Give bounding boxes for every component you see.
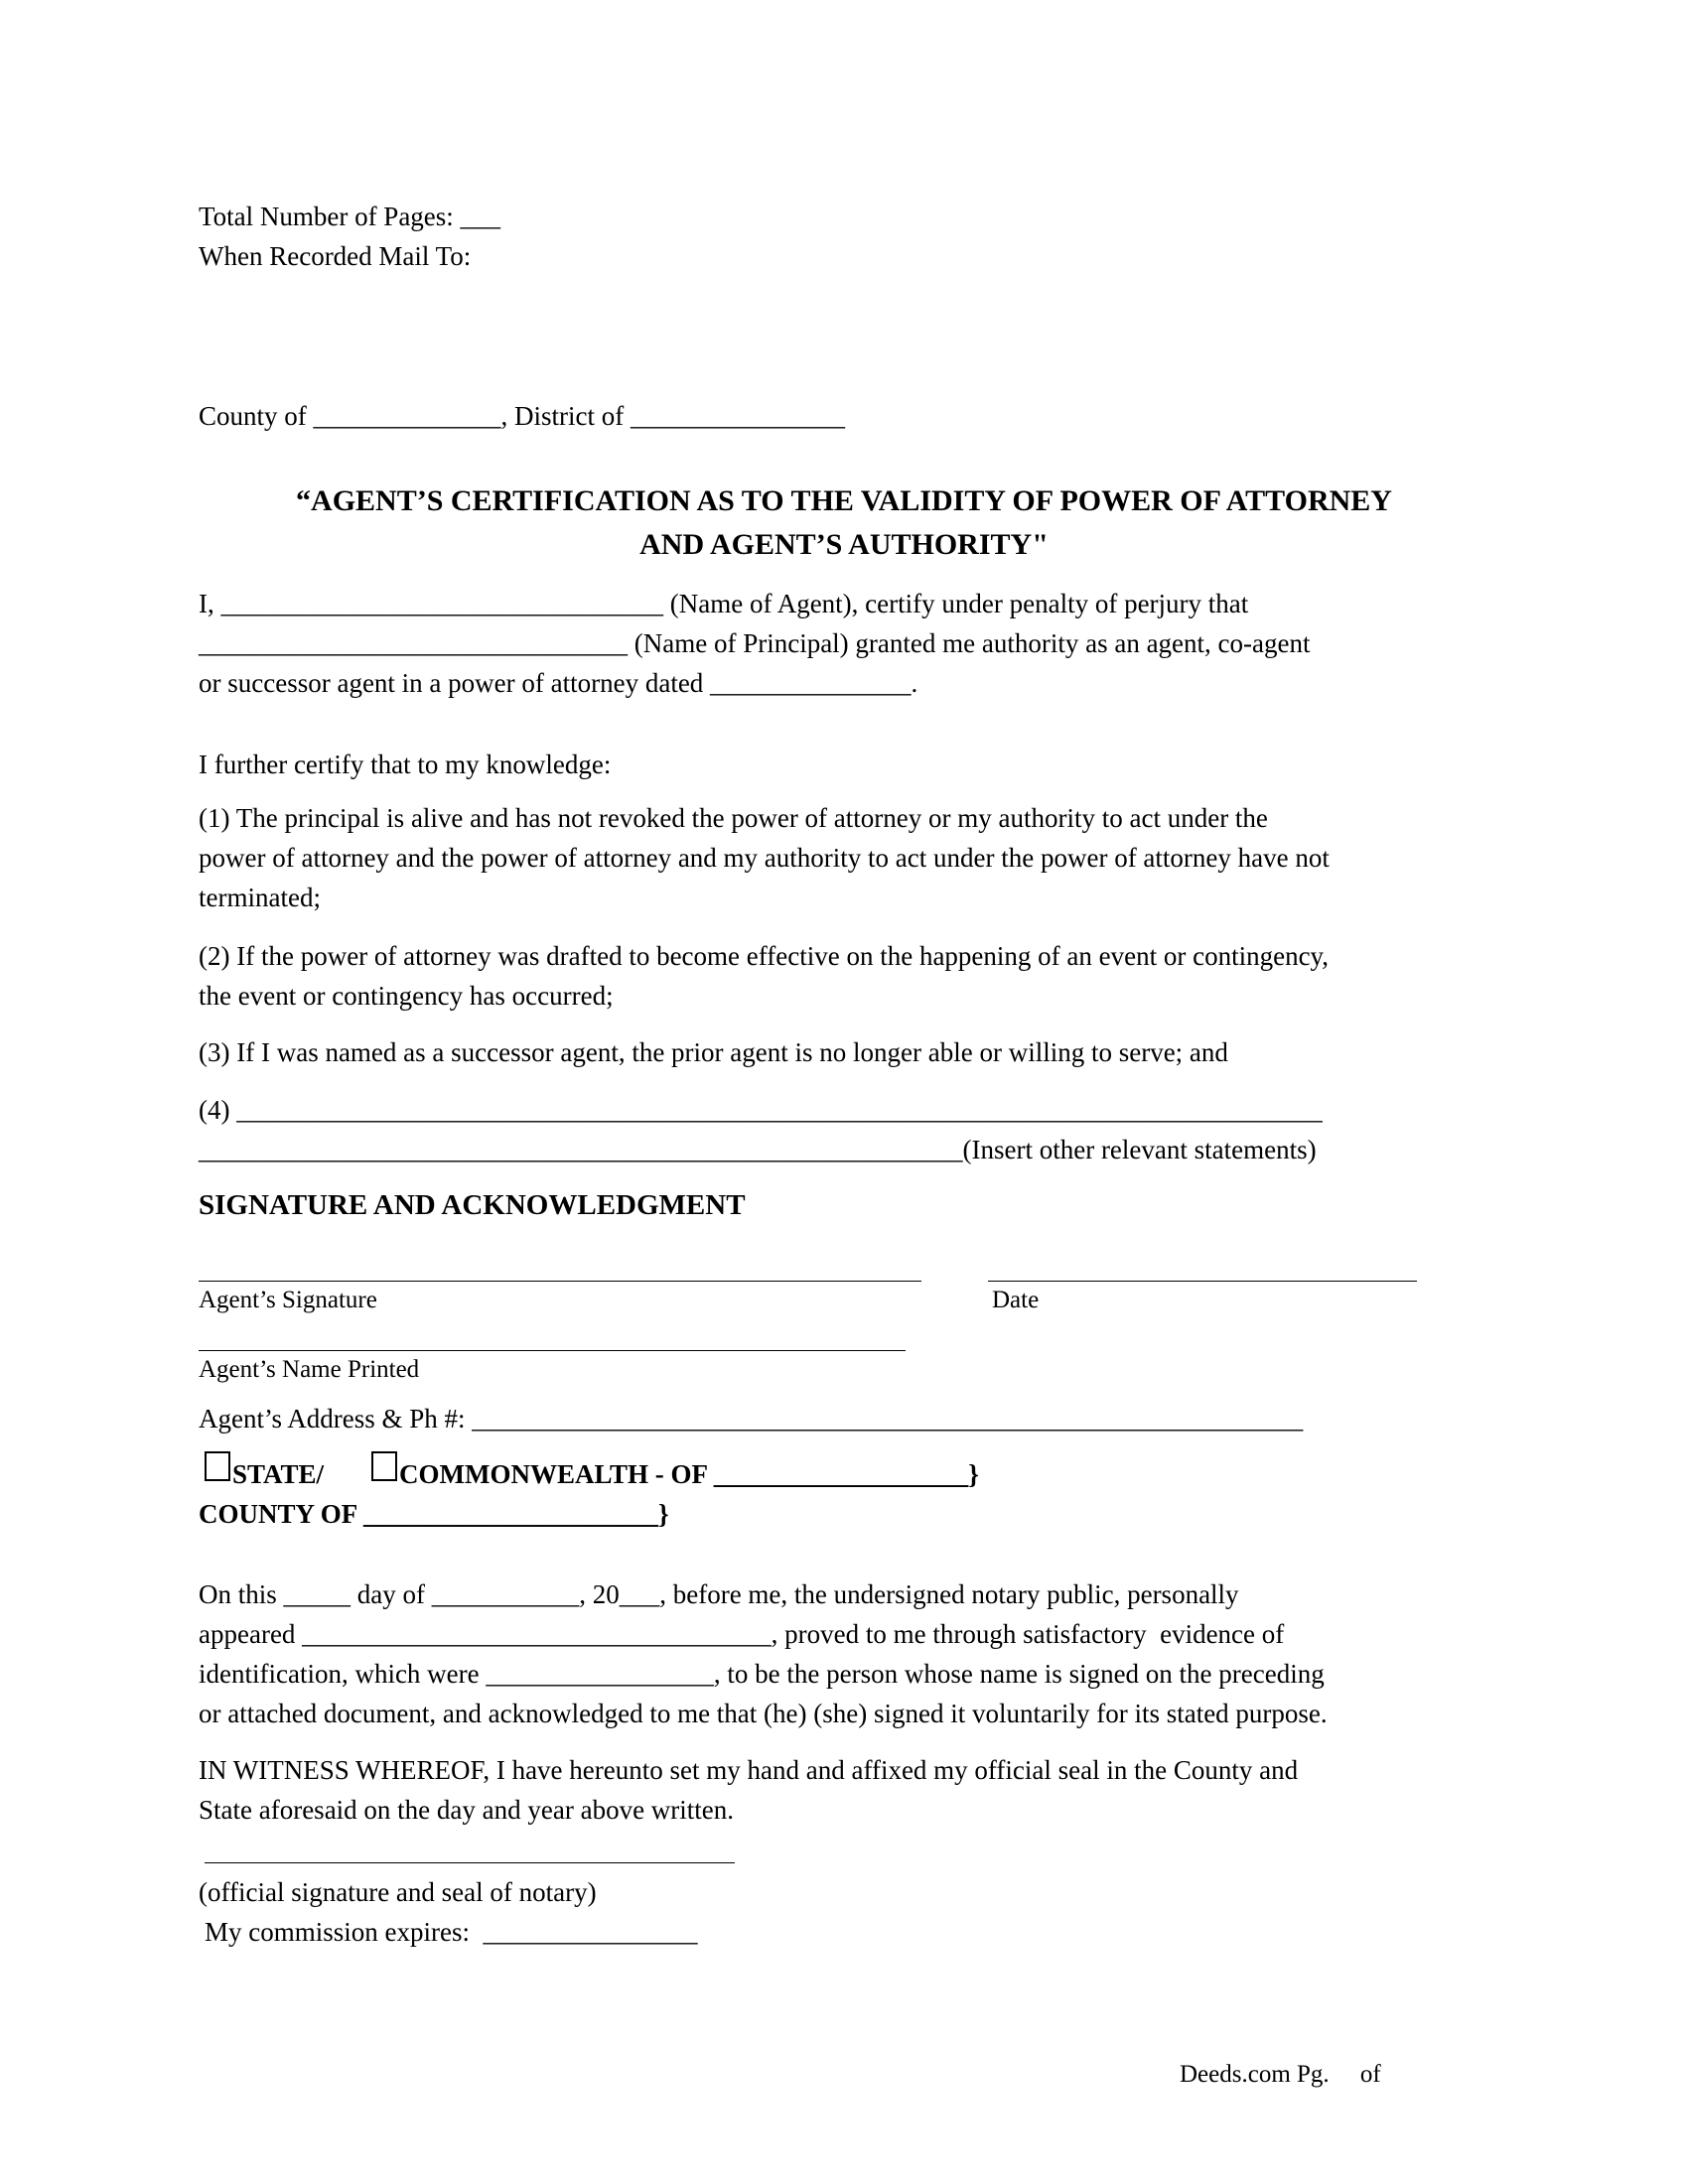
notary-signature-label: (official signature and seal of notary): [199, 1877, 597, 1907]
item4-line2: _________________________________________________________(Insert other relevant statements): [199, 1135, 1317, 1164]
witness-line2: State aforesaid on the day and year above written.: [199, 1795, 735, 1825]
agent-signature-label: Agent’s Signature: [199, 1287, 377, 1313]
agent-name-label: Agent’s Name Printed: [199, 1356, 420, 1383]
notary-signature-rule: [205, 1862, 735, 1863]
item3-line: (3) If I was named as a successor agent, the prior agent is no longer able or willing to serve; and: [199, 1037, 1228, 1067]
item1-line1: (1) The principal is alive and has not revoked the power of attorney or my authority to act under the: [199, 803, 1268, 833]
agent-signature-rule: [199, 1281, 921, 1282]
document-title-line2: AND AGENT’S AUTHORITY": [639, 528, 1049, 561]
state-label: STATE/: [232, 1459, 325, 1489]
state-checkbox[interactable]: [205, 1451, 230, 1481]
commonwealth-checkbox[interactable]: [371, 1451, 397, 1481]
date-label: Date: [992, 1287, 1040, 1313]
date-rule: [988, 1281, 1417, 1282]
item1-line3: terminated;: [199, 883, 321, 912]
total-pages-line: Total Number of Pages: ___: [199, 202, 501, 231]
county-district-line: County of ______________, District of ________________: [199, 401, 845, 431]
commonwealth-line: COMMONWEALTH - OF ___________________}: [399, 1459, 979, 1489]
ack-line1: On this _____ day of ___________, 20___, before me, the undersigned notary public, personally: [199, 1579, 1239, 1609]
item1-line2: power of attorney and the power of attorney and my authority to act under the power of attorney have not: [199, 843, 1330, 873]
further-certify-line: I further certify that to my knowledge:: [199, 750, 612, 779]
witness-line1: IN WITNESS WHEREOF, I have hereunto set my hand and affixed my official seal in the County and: [199, 1755, 1299, 1785]
commission-expires-line: My commission expires: ________________: [205, 1917, 698, 1947]
mail-to-line: When Recorded Mail To:: [199, 241, 472, 271]
intro-line3: or successor agent in a power of attorney dated _______________.: [199, 668, 918, 698]
signature-heading: SIGNATURE AND ACKNOWLEDGMENT: [199, 1189, 746, 1221]
intro-line1: I, _________________________________ (Name of Agent), certify under penalty of perjury that: [199, 589, 1249, 618]
ack-line2: appeared ___________________________________, proved to me through satisfactory evidence of: [199, 1619, 1285, 1649]
ack-line4: or attached document, and acknowledged to me that (he) (she) signed it voluntarily for its stated purpose.: [199, 1699, 1328, 1728]
document-title-line1: “AGENT’S CERTIFICATION AS TO THE VALIDITY OF POWER OF ATTORNEY: [296, 484, 1392, 517]
county-of-line: COUNTY OF ______________________}: [199, 1499, 669, 1529]
agent-name-rule: [199, 1350, 906, 1351]
item4-line1: (4) _________________________________________________________________________________: [199, 1095, 1323, 1125]
intro-line2: ________________________________ (Name of Principal) granted me authority as an agent, co-agent: [199, 628, 1311, 658]
agent-address-line: Agent’s Address & Ph #: ______________________________________________________________: [199, 1404, 1304, 1433]
footer-page-number: Deeds.com Pg. of: [1180, 2061, 1381, 2088]
item2-line1: (2) If the power of attorney was drafted to become effective on the happening of an event or contingency,: [199, 941, 1330, 971]
ack-line3: identification, which were _________________, to be the person whose name is signed on the preceding: [199, 1659, 1325, 1689]
item2-line2: the event or contingency has occurred;: [199, 981, 614, 1011]
